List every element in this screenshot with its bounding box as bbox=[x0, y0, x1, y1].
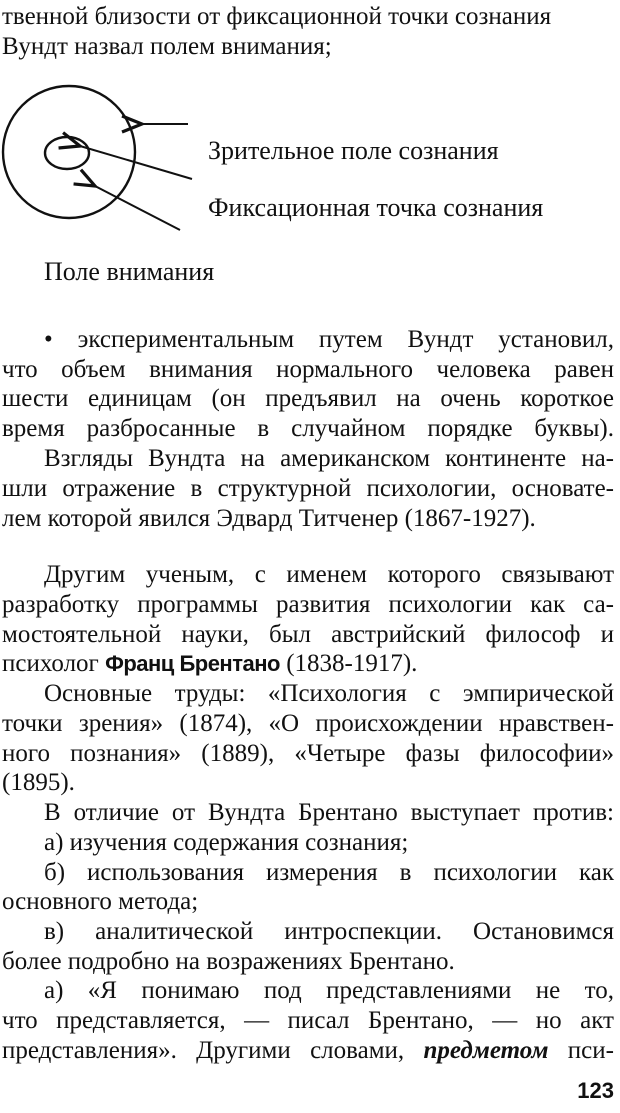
list-item-a: а) изучения содержания сознания; bbox=[44, 829, 409, 856]
text-line: лем которой явился Эдвард Титченер (1867-1927). bbox=[2, 505, 536, 532]
text-line: точки зрения» (1874), «О происхождении нравствен- bbox=[2, 710, 614, 737]
person-name-brentano: Франц Брентано bbox=[105, 651, 280, 676]
text-line: время разбросанные в случайном порядке буквы). bbox=[2, 415, 614, 442]
text-line: Вундт назвал полем внимания; bbox=[2, 33, 332, 60]
fixation-point-label: Фиксационная точка сознания bbox=[208, 193, 544, 222]
text-line bbox=[2, 649, 614, 679]
text-line: основного метода; bbox=[2, 888, 199, 915]
text-segment: пси- bbox=[548, 1037, 614, 1064]
text-line: мостоятельной науки, был австрийский философ и bbox=[2, 621, 614, 648]
text-line: что представляется, — писал Брентано, — но акт bbox=[2, 1007, 614, 1034]
text-line: Основные труды: «Психология с эмпирической bbox=[44, 680, 614, 707]
text-line: а) «Я понимаю под представлениями не то, bbox=[44, 977, 614, 1004]
text-line: что объем внимания нормального человека равен bbox=[2, 356, 614, 383]
text-line: Другим ученым, с именем которого связывают bbox=[44, 561, 614, 588]
text-segment: (1838-1917). bbox=[279, 650, 418, 677]
attention-field-label: Поле внимания bbox=[44, 257, 215, 286]
arrow-attention-field bbox=[95, 186, 180, 230]
text-line: шли отражение в структурной психологии, основате- bbox=[2, 475, 614, 502]
text-line: В отличие от Вундта Брентано выступает против: bbox=[44, 799, 614, 826]
text-line: шести единицам (он предъявил на очень короткое bbox=[2, 385, 614, 412]
list-item-b: б) использования измерения в психологии как bbox=[44, 859, 614, 886]
text-line: Взгляды Вундта на американском континенте на- bbox=[44, 445, 614, 472]
emphasis-subject: предметом bbox=[423, 1037, 549, 1064]
text-segment: представления». Другими словами, bbox=[2, 1037, 424, 1064]
list-item-c: в) аналитической интроспекции. Остановимся bbox=[44, 918, 614, 945]
text-line: более подробно на возражениях Брентано. bbox=[2, 948, 455, 975]
page-number: 123 bbox=[577, 1078, 614, 1103]
text-line: • экспериментальным путем Вундт установил, bbox=[44, 326, 614, 353]
text-line: твенной близости от фиксационной точки сознания bbox=[2, 3, 552, 30]
text-line bbox=[2, 1036, 614, 1066]
visual-field-label: Зрительное поле сознания bbox=[208, 136, 499, 165]
inner-circle bbox=[45, 137, 89, 169]
text-line: (1895). bbox=[2, 769, 75, 796]
text-line: ного познания» (1889), «Четыре фазы философии» bbox=[2, 740, 614, 767]
text-segment: психолог bbox=[2, 650, 106, 677]
text-line: разработку программы развития психологии как са- bbox=[2, 591, 614, 618]
outer-circle bbox=[3, 86, 135, 218]
